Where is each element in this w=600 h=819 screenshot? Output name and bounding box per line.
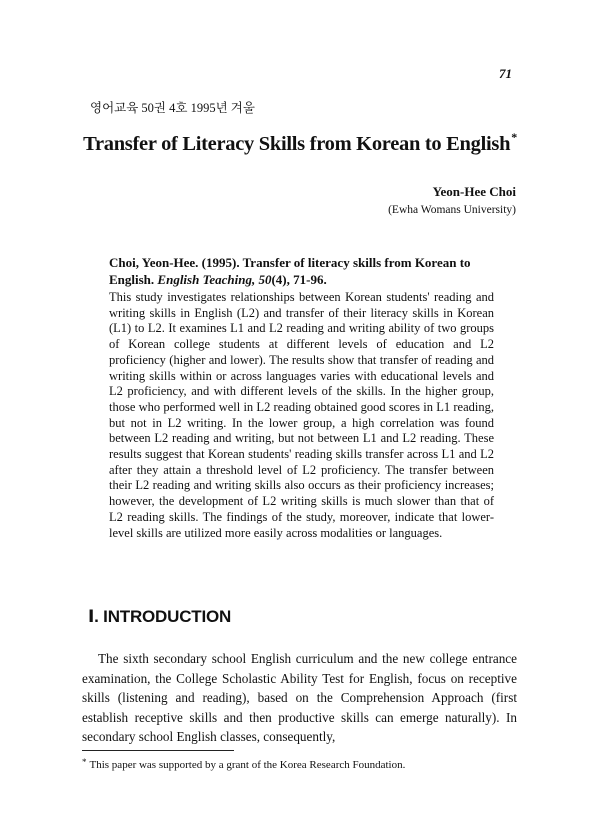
citation-rest: (4), 71-96. xyxy=(271,272,327,287)
section-heading: Ⅰ. INTRODUCTION xyxy=(88,607,232,626)
author-affiliation: (Ewha Womans University) xyxy=(388,204,516,216)
page-number: 71 xyxy=(499,66,512,81)
journal-info: 영어교육 50권 4호 1995년 겨울 xyxy=(90,101,255,115)
footnote-divider xyxy=(82,750,234,751)
body-paragraph xyxy=(82,649,517,747)
title-footnote-mark: * xyxy=(511,130,517,144)
footnote xyxy=(82,757,405,771)
body-paragraph-text: The sixth secondary school English curriculum and the new college entrance examination, the College Scholastic Ability Test for English, focus on receptive skills (listening and reading), based on the Comprehension Approach (first establish receptive skills and then productive skills can emerge naturally). In secondary school English classes, consequently, xyxy=(82,651,517,744)
abstract: This study investigates relationships between Korean students' reading and writing skills in English (L2) and transfer of their literacy skills in Korean (L1) to L2. It examines L1 and L2 reading and writing ability of two groups of Korean college students at different levels of education and L2 proficiency (higher and lower). The results show that transfer of reading and writing skills within or across languages varies with educational levels and L2 proficiency, and with different levels of the skills. In the higher group, those who performed well in L2 reading obtained good scores in L1 reading, but not in L2 writing. In the lower group, a high correlation was found between L2 reading and writing, but not between L1 and L2 reading. These results suggest that Korean students' reading skills transfer across L1 and L2 after they attain a threshold level of L2 proficiency. The transfer between their L2 reading and writing skills also occurs as their proficiency increases; however, the development of L2 writing skills is much slower than that of L2 reading skills. The findings of the study, moreover, indicate that lower-level skills are utilized more easily across modalities or languages. xyxy=(109,290,494,540)
citation xyxy=(109,254,494,288)
footnote-mark: * xyxy=(82,757,87,767)
author-name: Yeon-Hee Choi xyxy=(432,184,516,199)
title-text: Transfer of Literacy Skills from Korean to English xyxy=(83,133,511,155)
citation-journal: English Teaching, 50 xyxy=(157,272,272,287)
citation-prefix: Choi, Yeon-Hee. (1995). Transfer of literacy skills from Korean to English. xyxy=(109,255,471,287)
footnote-text: This paper was supported by a grant of the Korea Research Foundation. xyxy=(89,759,406,771)
paper-title xyxy=(0,130,600,156)
